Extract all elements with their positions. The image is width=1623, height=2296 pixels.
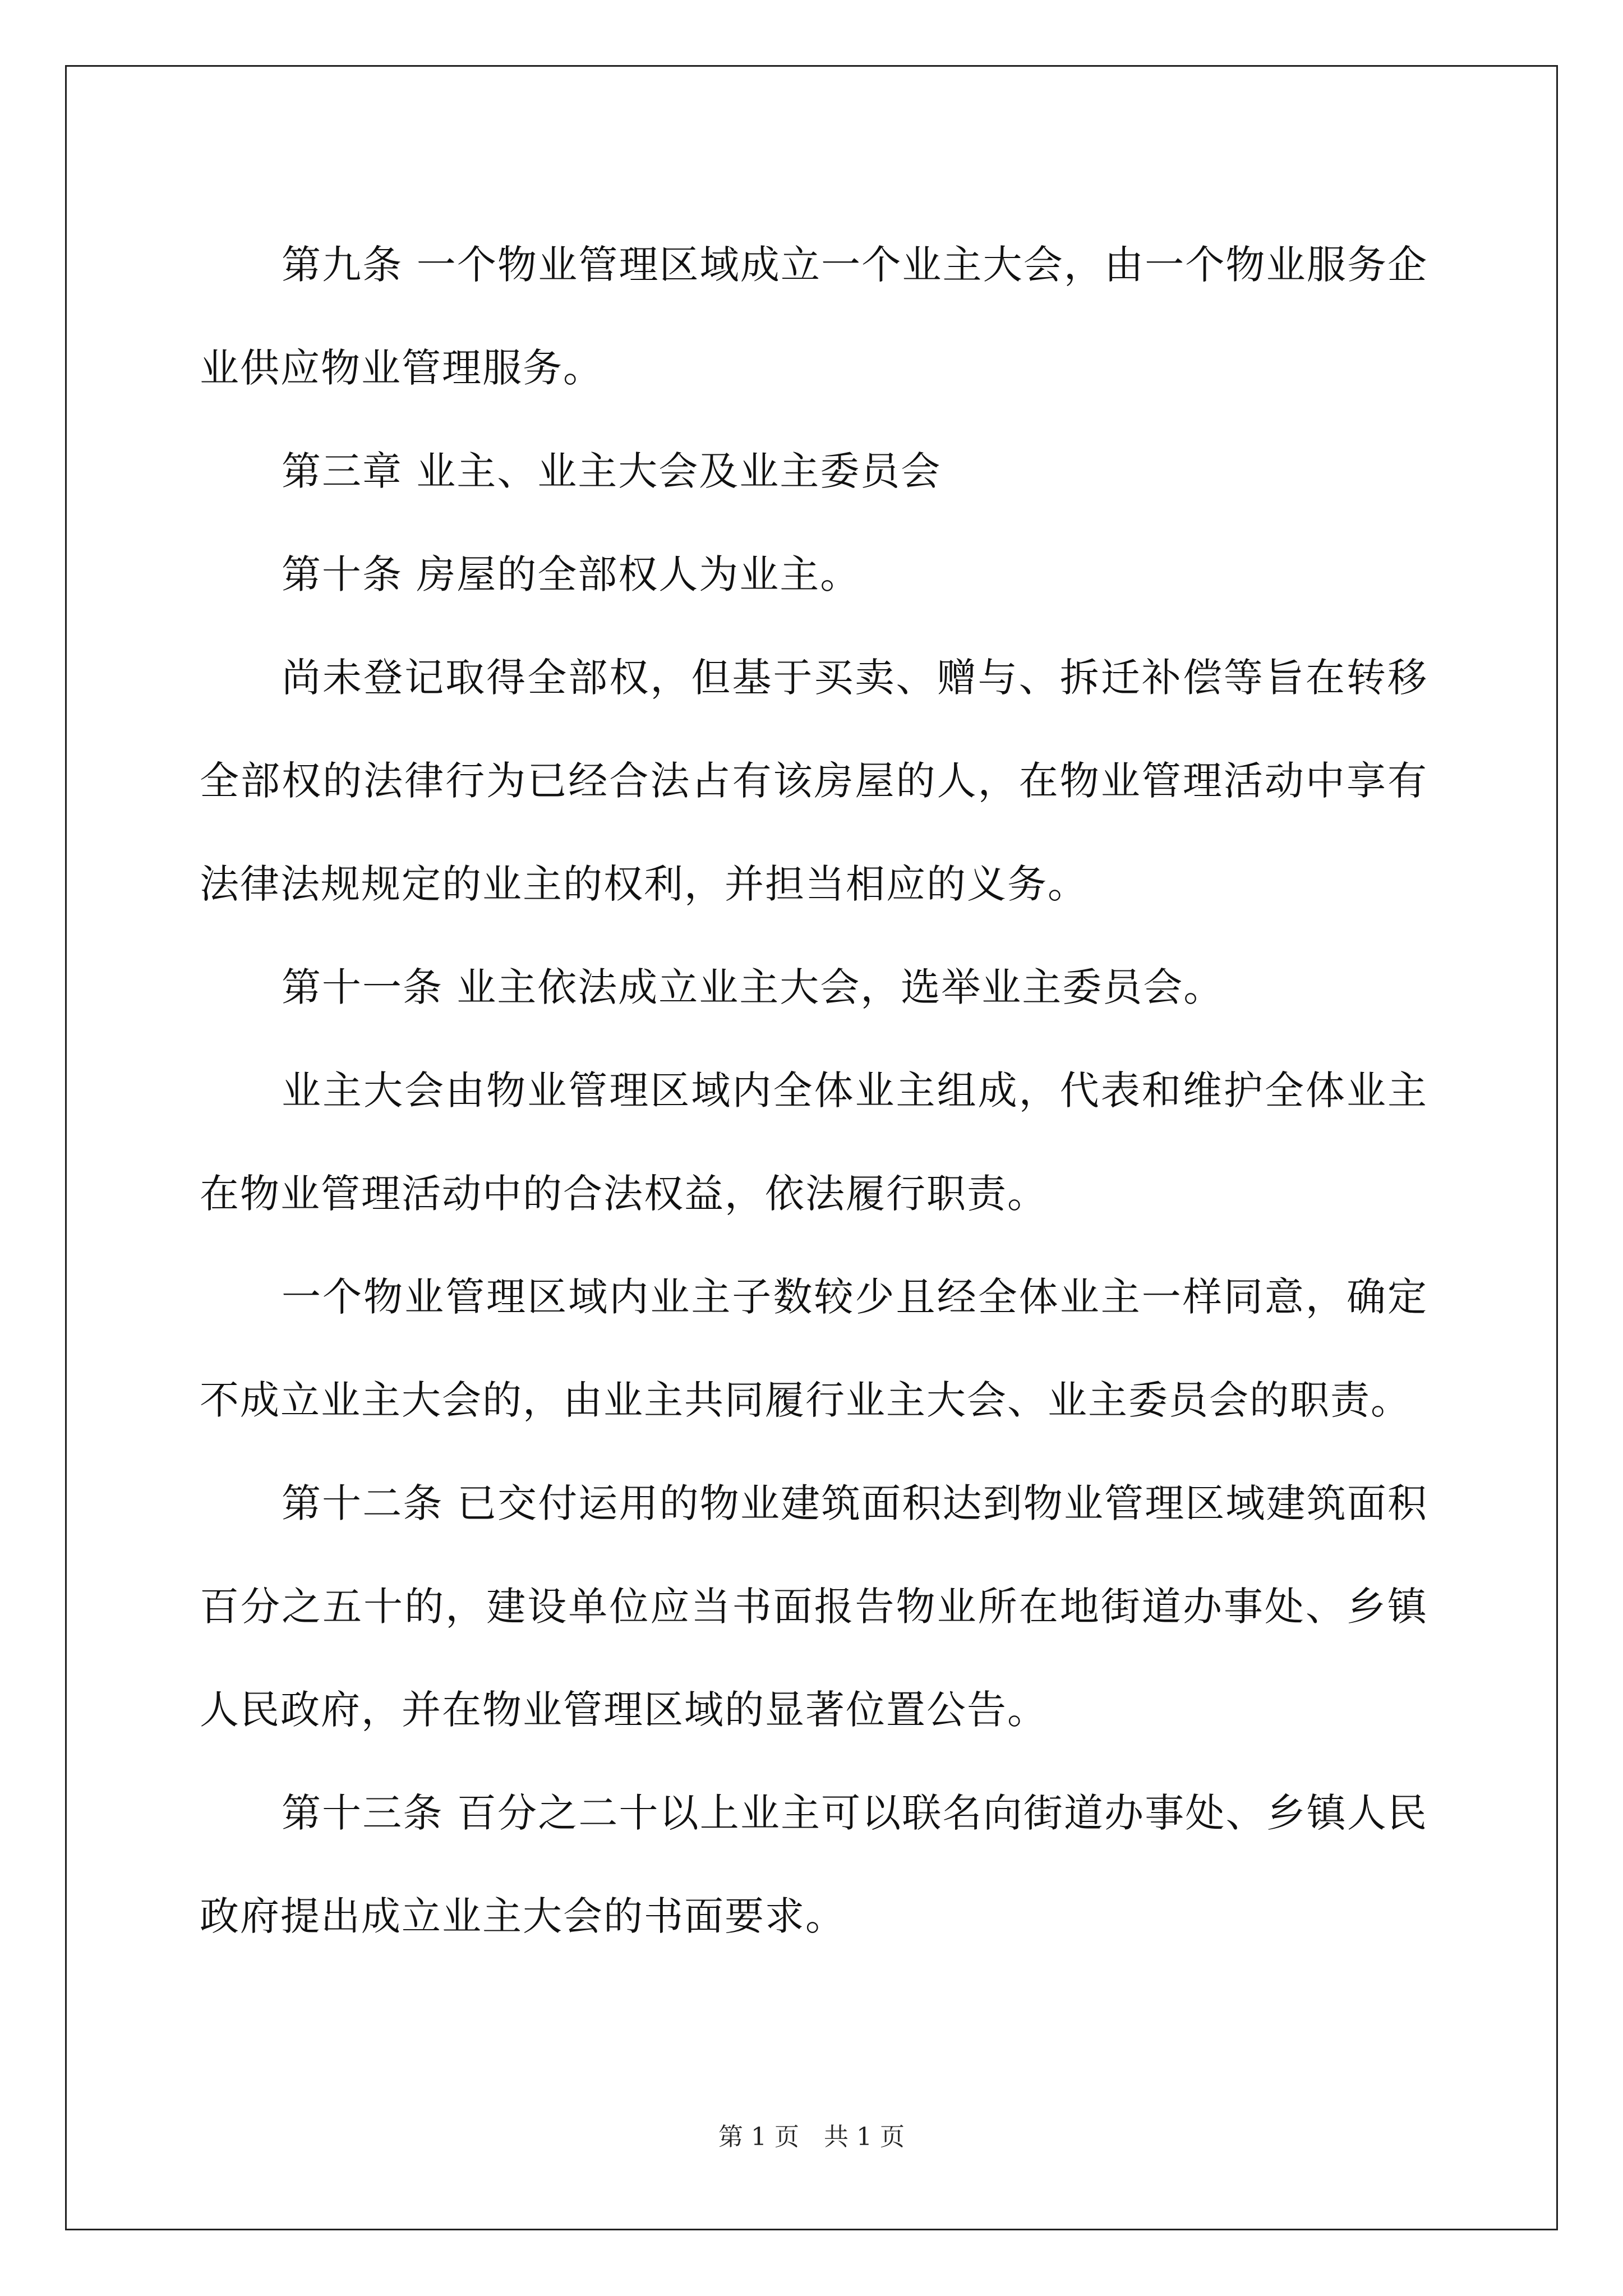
paragraph-article-9: 第九条 一个物业管理区域成立一个业主大会，由一个物业服务企业供应物业管理服务。 (200, 242, 1428, 391)
paragraph-no-assembly: 一个物业管理区域内业主子数较少且经全体业主一样同意，确定不成立业主大会的，由业主共同履行业主大会、业主委员会的职责。 (200, 1274, 1428, 1423)
paragraph-article-13: 第十三条 百分之二十以上业主可以联名向街道办事处、乡镇人民政府提出成立业主大会的书面要求。 (200, 1790, 1428, 1939)
paragraph-chapter-3-heading: 第三章 业主、业主大会及业主委员会 (282, 448, 942, 494)
document-body (200, 213, 1428, 1968)
paragraph-article-12: 第十二条 已交付运用的物业建筑面积达到物业管理区域建筑面积百分之五十的，建设单位应当书面报告物业所在地街道办事处、乡镇人民政府，并在物业管理区域的显著位置公告。 (200, 1480, 1428, 1733)
paragraph-article-11: 第十一条 业主依法成立业主大会，选举业主委员会。 (282, 964, 1224, 1010)
paragraph-ownership-rights: 尚未登记取得全部权，但基于买卖、赠与、拆迁补偿等旨在转移全部权的法律行为已经合法占有该房屋的人，在物业管理活动中享有法律法规规定的业主的权利，并担当相应的义务。 (200, 655, 1428, 907)
paragraph-owners-assembly: 业主大会由物业管理区域内全体业主组成，代表和维护全体业主在物业管理活动中的合法权益，依法履行职责。 (200, 1068, 1428, 1217)
page-number-footer: 第 1 页 共 1 页 (718, 2123, 905, 2151)
paragraph-article-10: 第十条 房屋的全部权人为业主。 (282, 551, 861, 597)
